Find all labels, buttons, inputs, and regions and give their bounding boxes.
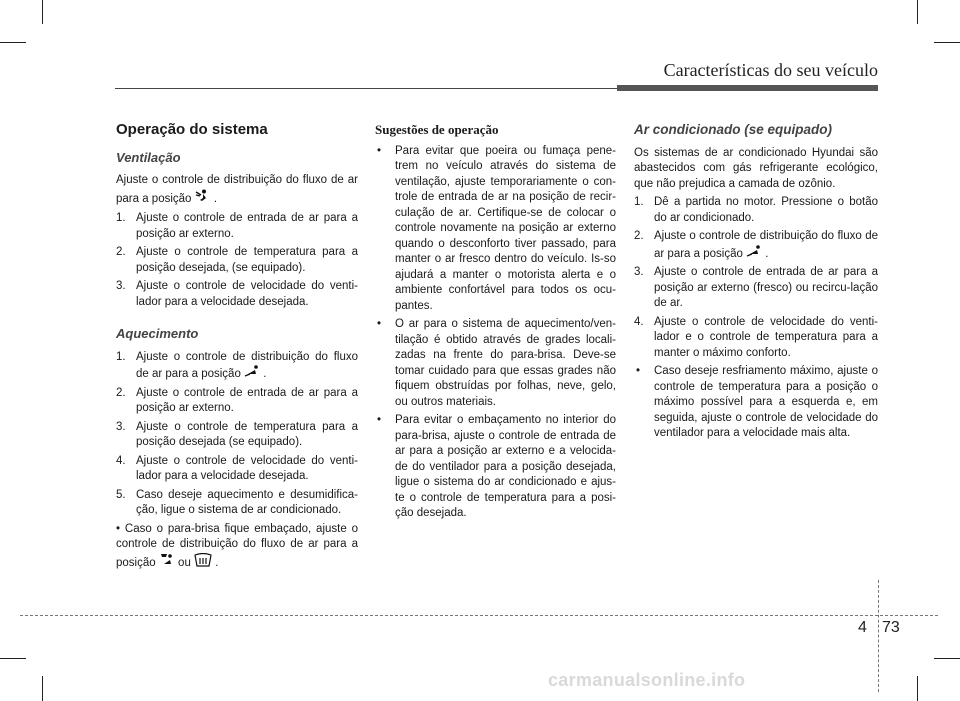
item-text-end: . [765,247,769,260]
column-middle [375,116,616,525]
crop-mark [934,658,960,659]
item-text: Caso deseje resfriamento máximo, ajuste o controle de temperatura para a posição o máximo possível para a esquerda e, em seguida, ajuste o controle de velocidade do ventilador para a velocidade mais alta. [654,365,878,439]
vent-face-icon [195,189,211,209]
crop-mark [934,42,960,43]
item-text: Ajuste o controle de entrada de ar para a posição ar externo. [136,212,358,240]
ac-steps [634,195,878,442]
list-item [116,350,358,383]
note-text: • Caso o para-brisa fique embaçado, ajuste o controle de distribuição do fluxo de ar para a posição [116,522,358,569]
footer-divider [20,615,938,616]
footer-vertical-divider [878,580,879,692]
tips-list [375,144,616,522]
item-text: O ar para o sistema de aquecimento/ven-tilação é obtido através de grades locali-zadas na frente do para-brisa. Deve-se tomar cuidado para que essas grades não fiquem obstruídas por folhas, neve, gelo, ou outros materiais. [395,318,616,408]
item-number: 4. [116,454,126,467]
item-number: 4. [634,315,644,328]
note-text-end: . [215,556,219,569]
item-text: Para evitar o embaçamento no interior do para-brisa, ajuste o controle de entrada de ar para a posição ar externo e a velocida-de do ventilador para a posição desejada, ligue o sistema do ar condicionado e ajus-te o controle de temperatura para a posi-ção desejada. [395,414,616,519]
item-text: Caso deseje aquecimento e desumidifica-ção, ligue o sistema de ar condicionado. [136,488,358,516]
list-item [634,315,878,362]
tips-heading: Sugestões de operação [375,122,499,137]
list-item [634,265,878,312]
section-title: Operação do sistema [116,121,268,138]
floor-icon [746,245,762,263]
ac-intro: Os sistemas de ar condicionado Hyundai são abastecidos com gás refrigerante ecológico, que não prejudica a camada de ozônio. [634,146,878,190]
item-text: Ajuste o controle de velocidade do venti-lador e o controle de temperatura para a manter o máximo conforto. [654,315,878,359]
bullet: • [377,318,382,330]
bullet: • [377,414,382,426]
floor-icon [244,365,260,383]
bullet: • [636,365,641,377]
list-item [375,413,616,522]
item-number: 3. [116,280,126,292]
crop-mark [917,676,918,701]
item-text: Ajuste o controle de temperatura para a posição desejada, (se equipado). [136,246,358,274]
ventilation-intro [116,173,358,208]
ventilation-intro-end: . [213,192,218,205]
list-item [116,279,358,310]
crop-mark [0,42,26,43]
ventilation-intro-text: Ajuste o controle de distribuição do fluxo de ar para a posição [116,174,358,205]
heating-heading: Aquecimento [116,326,199,341]
item-number: 2. [116,246,126,258]
list-item [116,386,358,417]
item-text-end: . [263,367,267,380]
column-right [634,116,878,445]
floor-defrost-icon [159,553,175,573]
defrost-note [116,522,358,573]
item-text [654,229,878,262]
item-text: Ajuste o controle de entrada de ar para a posição ar externo (fresco) ou recircu-lação de ar. [654,266,878,309]
crop-mark [917,0,918,24]
item-text [136,350,358,383]
item-text: Dê a partida no motor. Pressione o botão do ar condicionado. [654,196,878,224]
list-item [634,195,878,226]
section-header: Características do seu veículo [663,60,878,80]
list-item [634,229,878,262]
ac-heading: Ar condicionado (se equipado) [634,122,833,137]
item-number: 5. [116,488,126,501]
ventilation-heading: Ventilação [116,149,181,165]
note-text: ou [178,556,191,569]
watermark: carmanualsonline.info [548,670,746,690]
item-text-part: Ajuste o controle de distribuição do fluxo de ar para a posição [654,230,878,260]
item-number: 3. [116,420,126,433]
ventilation-steps [116,211,358,310]
item-text: Ajuste o controle de velocidade do venti-lador para a velocidade desejada. [136,280,358,308]
bullet: • [377,144,382,157]
header-bar [617,85,878,91]
item-text: Ajuste o controle de temperatura para a posição desejada (se equipado). [136,420,358,448]
page-number: 73 [882,619,900,636]
list-item [375,317,616,410]
item-number: 1. [116,212,126,224]
item-text-part: Ajuste o controle de distribuição do fluxo de ar para a posição [136,350,358,380]
list-item [116,454,358,485]
heating-steps [116,350,358,519]
defrost-icon [194,553,212,573]
list-item [634,364,878,442]
item-number: 2. [634,230,644,242]
item-number: 2. [116,386,126,399]
column-left [116,116,358,575]
item-number: 1. [116,350,126,363]
list-item [116,488,358,519]
crop-mark [0,658,26,659]
list-item [116,211,358,242]
item-number: 1. [634,196,644,208]
header-rule [115,88,617,89]
item-text: Ajuste o controle de entrada de ar para a posição ar externo. [136,386,358,414]
chapter-number: 4 [858,619,867,636]
item-number: 3. [634,266,644,278]
crop-mark [42,676,43,701]
crop-mark [42,0,43,24]
list-item [116,420,358,451]
list-item [375,144,616,315]
list-item [116,245,358,276]
item-text: Para evitar que poeira ou fumaça pene-trem no veículo através do sistema de ventilação, ajuste temporariamente o con-trole de entrada de ar na posição de recir-culação de ar. Certifique-se de colocar o controle novamente na posição ar externo quando o desconforto tiver passado, para manter o ar fresco dentro do veículo. Is-so ajudará a manter o motorista alerta e o ambiente confortável para todos os ocu-pantes. [395,144,616,312]
item-text: Ajuste o controle de velocidade do venti-lador para a velocidade desejada. [136,454,358,482]
